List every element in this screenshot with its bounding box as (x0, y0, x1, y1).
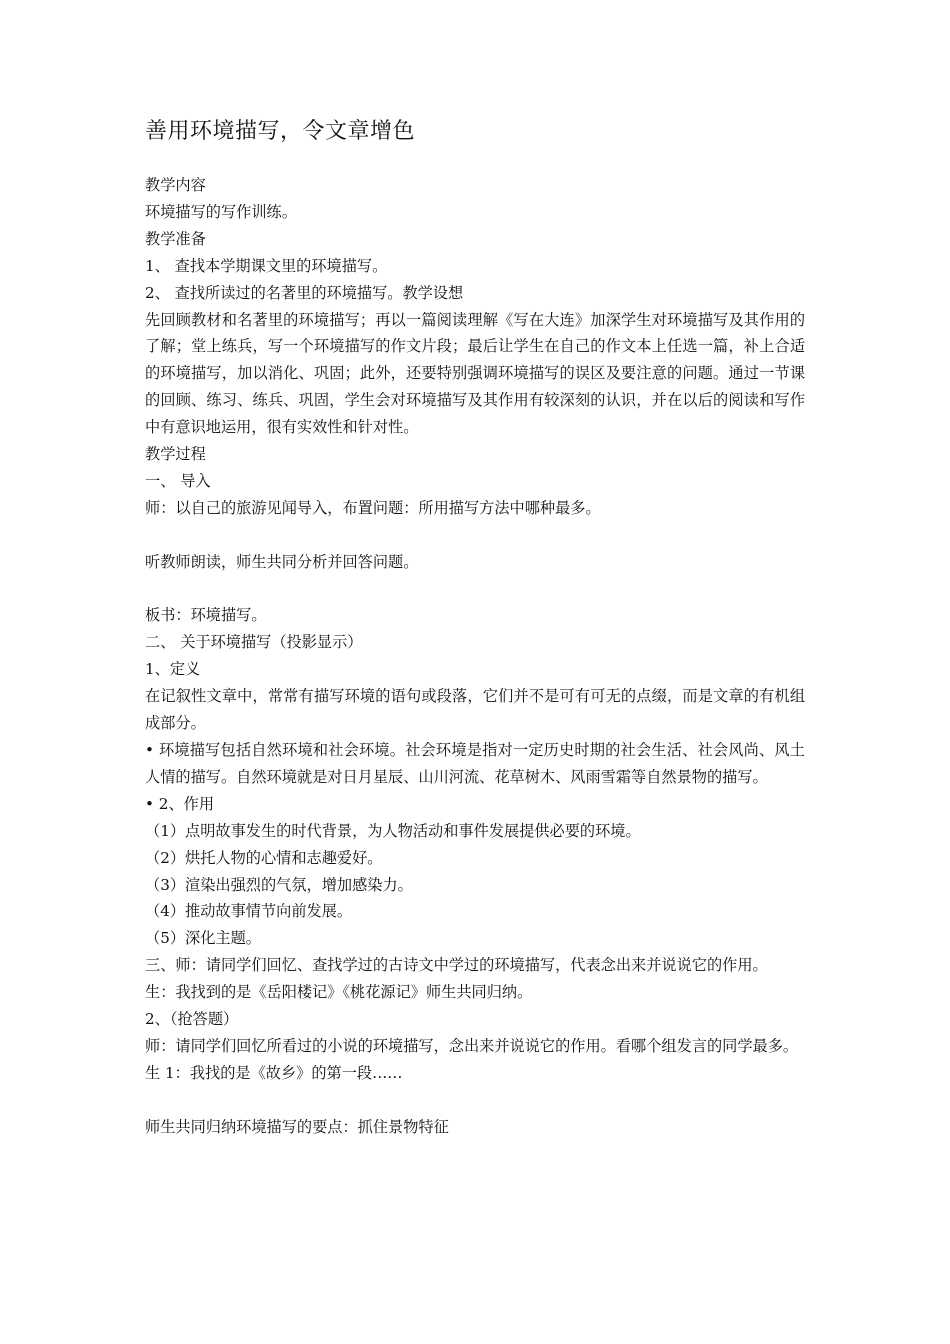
step-two-heading: 二、 关于环境描写（投影显示） (145, 633, 363, 652)
function-heading: • 2、作用 (145, 794, 215, 813)
definition-paragraph: 在记叙性文章中，常常有描写环境的语句或段落，它们并不是可有可无的点缀，而是文章的有机组成部分。 (145, 687, 805, 733)
function-item-2: （2）烘托人物的心情和志趣爱好。 (145, 848, 383, 867)
quick-answer-heading: 2、（抢答题） (145, 1010, 239, 1029)
section-heading-preparation: 教学准备 (145, 229, 206, 248)
environment-types-paragraph: • 环境描写包括自然环境和社会环境。社会环境是指对一定历史时期的社会生活、社会风尚、风土人情的描写。自然环境就是对日月星辰、山川河流、花草树木、风雨雪霜等自然景物的描写。 (145, 741, 805, 786)
section-heading-content: 教学内容 (145, 176, 206, 194)
section-heading-process: 教学过程 (145, 445, 206, 464)
definition-heading: 1、定义 (145, 660, 201, 679)
blank-line (145, 576, 805, 603)
function-item-1: （1）点明故事发生的时代背景，为人物活动和事件发展提供必要的环境。 (145, 821, 641, 840)
step-one-heading: 一、 导入 (145, 471, 211, 490)
content-text: 环境描写的写作训练。 (145, 202, 297, 221)
blank-line (145, 522, 805, 549)
board-text: 板书：环境描写。 (145, 606, 267, 625)
function-item-5: （5）深化主题。 (145, 929, 261, 948)
teaching-plan-paragraph: 先回顾教材和名著里的环境描写；再以一篇阅读理解《写在大连》加深学生对环境描写及其作用的了解；堂上练兵，写一个环境描写的作文片段；最后让学生在自己的作文本上任选一篇，补上合适的环境描写，加以消化、巩固；此外，还要特别强调环境描写的误区及要注意的问题。通过一节课的回顾、练习、练兵、巩固，学生会对环境描写及其作用有较深刻的认识，并在以后的阅读和写作中有意识地运用，很有实效性和针对性。 (145, 310, 805, 437)
preparation-item-1: 1、 查找本学期课文里的环境描写。 (145, 256, 388, 275)
blank-line (145, 1087, 805, 1114)
document-title: 善用环境描写，令文章增色 (145, 119, 416, 144)
summary-text: 师生共同归纳环境描写的要点：抓住景物特征 (145, 1117, 449, 1136)
student-one-answer: 生 1：我找的是《故乡》的第一段…… (145, 1063, 403, 1082)
step-three-paragraph: 三、师：请同学们回忆、查找学过的古诗文中学过的环境描写，代表念出来并说说它的作用。 (145, 956, 768, 975)
function-item-3: （3）渲染出强烈的气氛，增加感染力。 (145, 875, 413, 894)
student-answer-text: 生：我找到的是《岳阳楼记》《桃花源记》师生共同归纳。 (145, 983, 533, 1002)
function-item-4: （4）推动故事情节向前发展。 (145, 902, 353, 921)
listen-text: 听教师朗读，师生共同分析并回答问题。 (145, 552, 419, 571)
document-body (145, 172, 805, 1141)
novel-question-paragraph: 师：请同学们回忆所看过的小说的环境描写，念出来并说说它的作用。看哪个组发言的同学最多。 (145, 1036, 799, 1055)
preparation-item-2: 2、 查找所读过的名著里的环境描写。教学设想 (145, 283, 464, 302)
teacher-intro-text: 师：以自己的旅游见闻导入，布置问题：所用描写方法中哪种最多。 (145, 498, 601, 517)
